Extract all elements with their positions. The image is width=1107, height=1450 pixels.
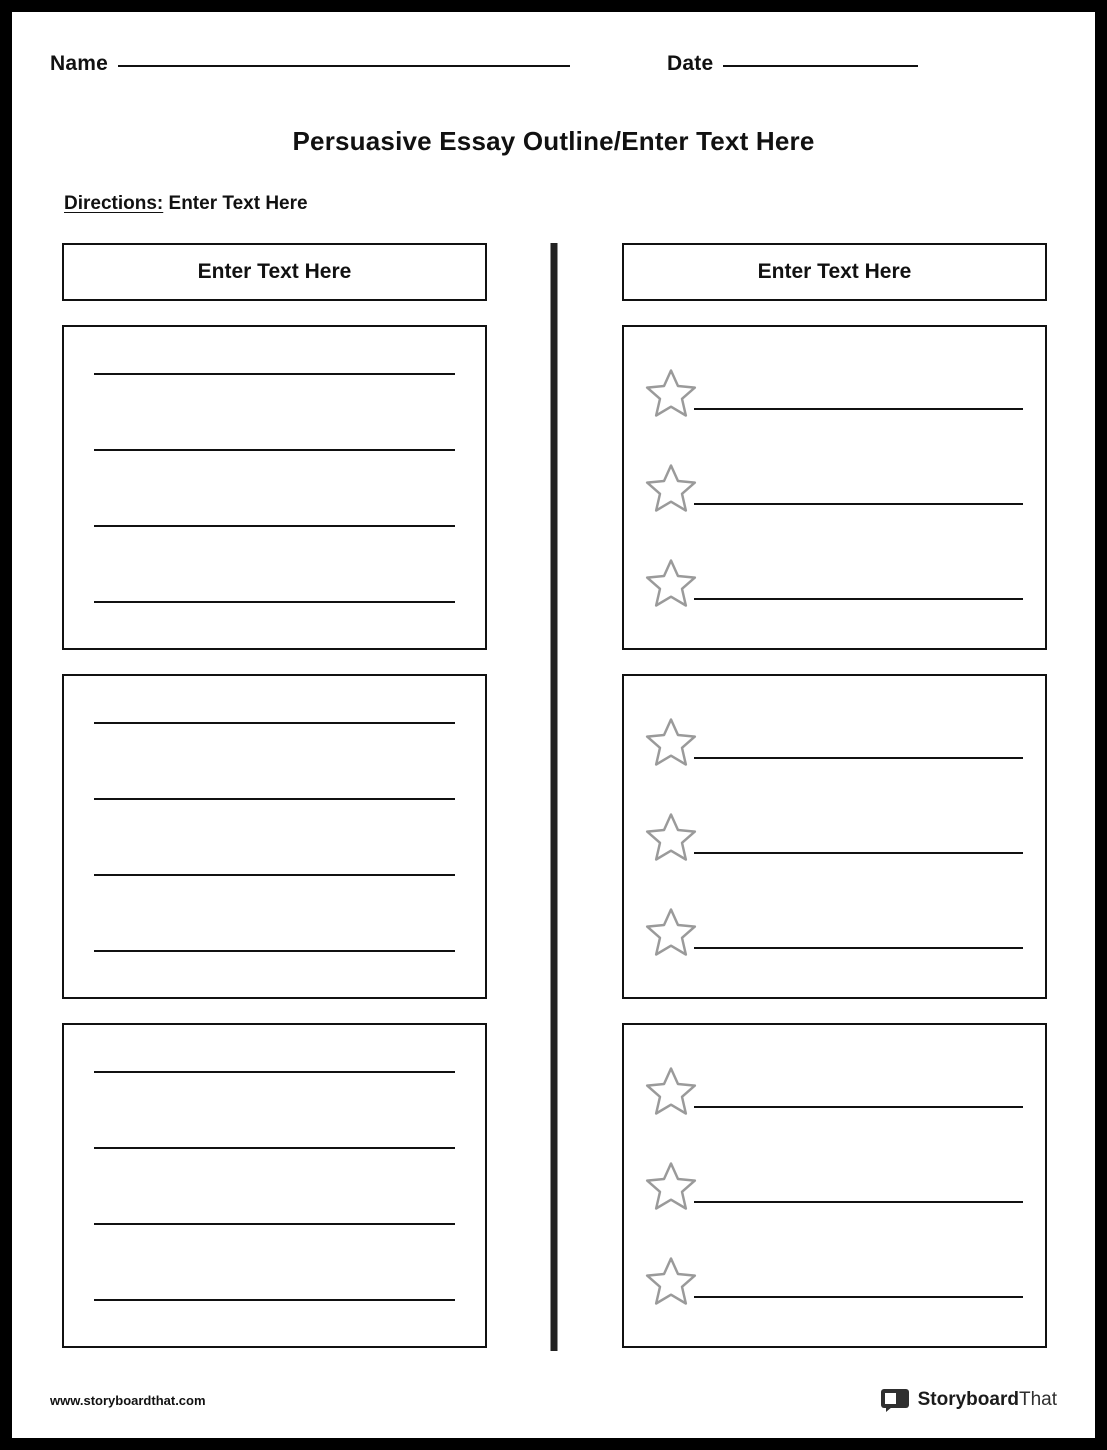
write-line[interactable] bbox=[694, 852, 1023, 854]
date-label: Date bbox=[667, 52, 714, 75]
left-write-box-3[interactable] bbox=[62, 1023, 487, 1348]
worksheet-sheet bbox=[12, 12, 1095, 1438]
star-icon bbox=[644, 366, 698, 420]
left-column-heading[interactable]: Enter Text Here bbox=[62, 243, 487, 301]
star-row[interactable] bbox=[644, 707, 1023, 777]
write-line[interactable] bbox=[94, 874, 455, 876]
write-line[interactable] bbox=[94, 373, 455, 375]
directions-text: Enter Text Here bbox=[168, 193, 308, 214]
write-line[interactable] bbox=[94, 1223, 455, 1225]
brand-logo[interactable] bbox=[880, 1388, 1057, 1412]
star-row[interactable] bbox=[644, 548, 1023, 618]
star-row[interactable] bbox=[644, 358, 1023, 428]
column-divider bbox=[550, 243, 557, 1351]
directions bbox=[64, 193, 1057, 215]
write-line[interactable] bbox=[94, 1299, 455, 1301]
left-write-box-1[interactable] bbox=[62, 325, 487, 650]
right-column-heading[interactable]: Enter Text Here bbox=[622, 243, 1047, 301]
write-line[interactable] bbox=[694, 947, 1023, 949]
write-line[interactable] bbox=[94, 1071, 455, 1073]
directions-label: Directions: bbox=[64, 193, 164, 214]
write-line[interactable] bbox=[94, 1147, 455, 1149]
star-icon bbox=[644, 715, 698, 769]
name-write-line[interactable] bbox=[118, 65, 570, 67]
brand-text-second: That bbox=[1018, 1389, 1057, 1410]
star-icon bbox=[644, 905, 698, 959]
star-icon bbox=[644, 461, 698, 515]
write-line[interactable] bbox=[94, 722, 455, 724]
star-icon bbox=[644, 810, 698, 864]
left-column bbox=[62, 243, 487, 1348]
brand-text bbox=[918, 1389, 1057, 1411]
star-row[interactable] bbox=[644, 1246, 1023, 1316]
star-icon bbox=[644, 556, 698, 610]
star-row[interactable] bbox=[644, 1151, 1023, 1221]
right-star-box-3[interactable] bbox=[622, 1023, 1047, 1348]
star-row[interactable] bbox=[644, 453, 1023, 523]
right-star-box-2[interactable] bbox=[622, 674, 1047, 999]
left-write-box-2[interactable] bbox=[62, 674, 487, 999]
page-title: Persuasive Essay Outline/Enter Text Here bbox=[292, 126, 815, 156]
header-row bbox=[50, 52, 1057, 98]
footer bbox=[50, 1388, 1057, 1412]
write-line[interactable] bbox=[94, 449, 455, 451]
write-line[interactable] bbox=[694, 1106, 1023, 1108]
brand-text-first: Storyboard bbox=[917, 1389, 1019, 1410]
write-line[interactable] bbox=[94, 950, 455, 952]
write-line[interactable] bbox=[694, 598, 1023, 600]
star-icon bbox=[644, 1159, 698, 1213]
columns-container bbox=[50, 243, 1057, 1348]
write-line[interactable] bbox=[694, 408, 1023, 410]
star-icon bbox=[644, 1254, 698, 1308]
name-label: Name bbox=[50, 52, 108, 75]
write-line[interactable] bbox=[94, 601, 455, 603]
right-star-box-1[interactable] bbox=[622, 325, 1047, 650]
star-row[interactable] bbox=[644, 1056, 1023, 1126]
speech-bubble-icon bbox=[880, 1388, 910, 1412]
write-line[interactable] bbox=[694, 757, 1023, 759]
write-line[interactable] bbox=[694, 503, 1023, 505]
write-line[interactable] bbox=[94, 798, 455, 800]
write-line[interactable] bbox=[694, 1201, 1023, 1203]
date-write-line[interactable] bbox=[723, 65, 918, 67]
star-row[interactable] bbox=[644, 897, 1023, 967]
star-row[interactable] bbox=[644, 802, 1023, 872]
right-column bbox=[622, 243, 1047, 1348]
star-icon bbox=[644, 1064, 698, 1118]
write-line[interactable] bbox=[94, 525, 455, 527]
footer-url[interactable]: www.storyboardthat.com bbox=[50, 1392, 206, 1408]
write-line[interactable] bbox=[694, 1296, 1023, 1298]
